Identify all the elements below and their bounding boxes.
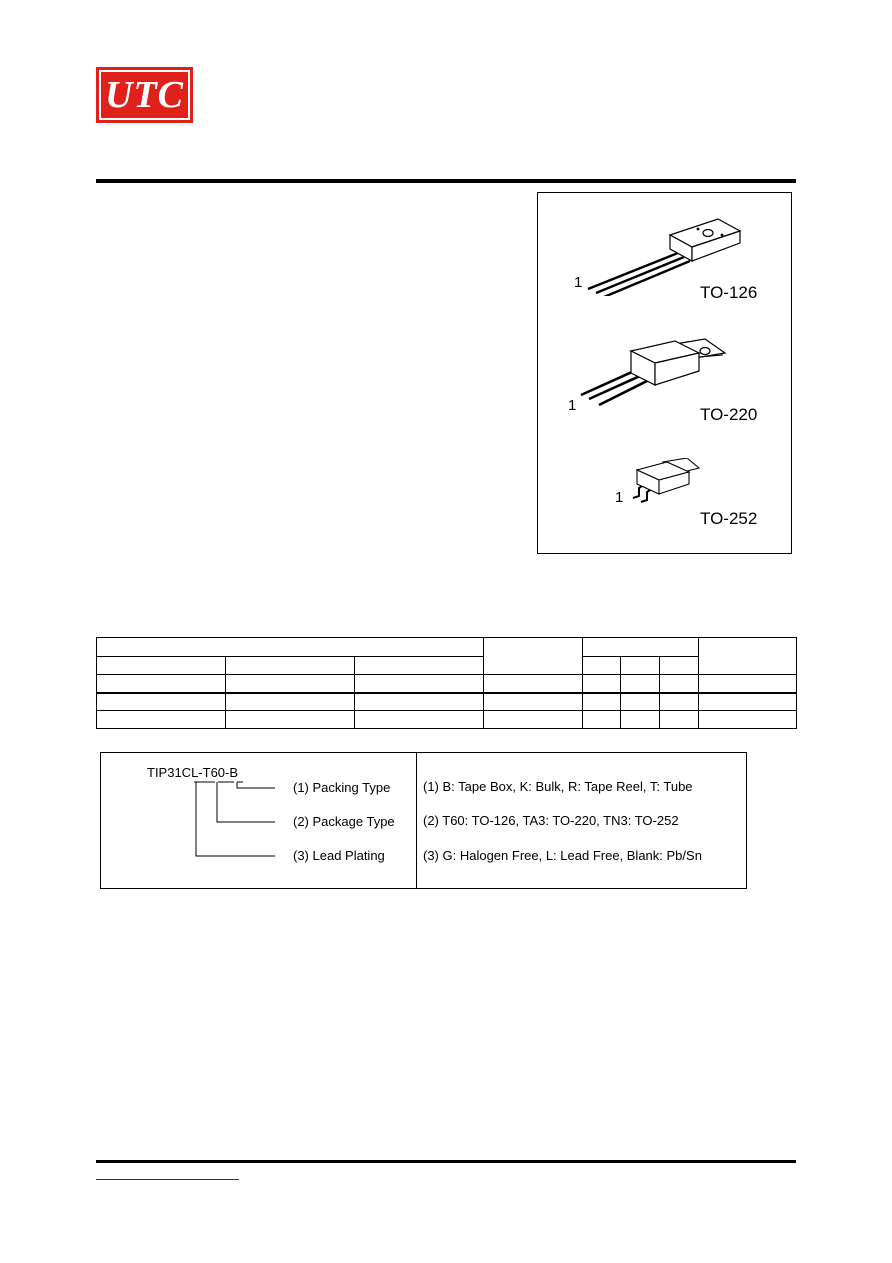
part-code: TIP31CL-T60-B <box>147 765 239 780</box>
table-cell <box>484 675 583 693</box>
to252-drawing <box>623 458 703 503</box>
table-cell <box>355 693 484 711</box>
header-cell <box>484 638 583 675</box>
table-cell <box>699 693 797 711</box>
package-outline-box <box>537 192 792 554</box>
field-desc-packing-type: (1) B: Tape Box, K: Bulk, R: Tape Reel, T: Tube <box>423 779 693 794</box>
table-cell <box>621 711 660 729</box>
table-cell <box>97 675 226 693</box>
table-cell <box>660 675 699 693</box>
table-cell <box>699 675 797 693</box>
subheader-cell <box>226 657 355 675</box>
table-cell <box>660 711 699 729</box>
table-cell <box>583 711 621 729</box>
header-cell <box>699 638 797 675</box>
field-label-packing-type: (1) Packing Type <box>293 780 391 795</box>
field-desc-lead-plating: (3) G: Halogen Free, L: Lead Free, Blank: Pb/Sn <box>423 848 702 863</box>
table-cell <box>699 711 797 729</box>
table-cell <box>583 693 621 711</box>
to252-pin1-label: 1 <box>615 489 624 506</box>
subheader-cell <box>97 657 226 675</box>
table-cell <box>226 693 355 711</box>
ordering-table <box>96 637 797 729</box>
subheader-cell <box>355 657 484 675</box>
part-code-box <box>100 752 747 889</box>
utc-logo <box>96 67 193 123</box>
field-label-lead-plating: (3) Lead Plating <box>293 848 385 863</box>
to220-drawing <box>573 333 743 413</box>
table-cell <box>355 675 484 693</box>
to126-label: TO-126 <box>700 283 758 302</box>
subheader-cell <box>660 657 699 675</box>
footer-link-underline[interactable] <box>96 1179 239 1180</box>
table-header-row <box>97 638 797 657</box>
footer-rule <box>96 1160 796 1163</box>
header-cell <box>97 638 484 657</box>
to252-label: TO-252 <box>700 509 758 528</box>
field-label-package-type: (2) Package Type <box>293 814 395 829</box>
table-subheader-row <box>97 657 797 675</box>
header-cell <box>583 638 699 657</box>
table-cell <box>97 711 226 729</box>
table-cell <box>226 675 355 693</box>
header-rule <box>96 179 796 183</box>
subheader-cell <box>583 657 621 675</box>
table-cell <box>484 693 583 711</box>
table-cell <box>226 711 355 729</box>
field-desc-package-type: (2) T60: TO-126, TA3: TO-220, TN3: TO-252 <box>423 813 679 828</box>
to126-pin1-label: 1 <box>574 274 583 291</box>
table-cell <box>621 693 660 711</box>
code-box-divider <box>416 753 417 888</box>
table-cell <box>355 711 484 729</box>
table-cell <box>660 693 699 711</box>
table-row <box>97 693 797 711</box>
table-cell <box>484 711 583 729</box>
subheader-cell <box>621 657 660 675</box>
table-cell <box>97 693 226 711</box>
to220-pin1-label: 1 <box>568 397 577 414</box>
table-row <box>97 711 797 729</box>
table-cell <box>621 675 660 693</box>
table-cell <box>583 675 621 693</box>
logo-text: UTC <box>105 74 184 116</box>
to220-label: TO-220 <box>700 405 758 424</box>
table-row <box>97 675 797 693</box>
